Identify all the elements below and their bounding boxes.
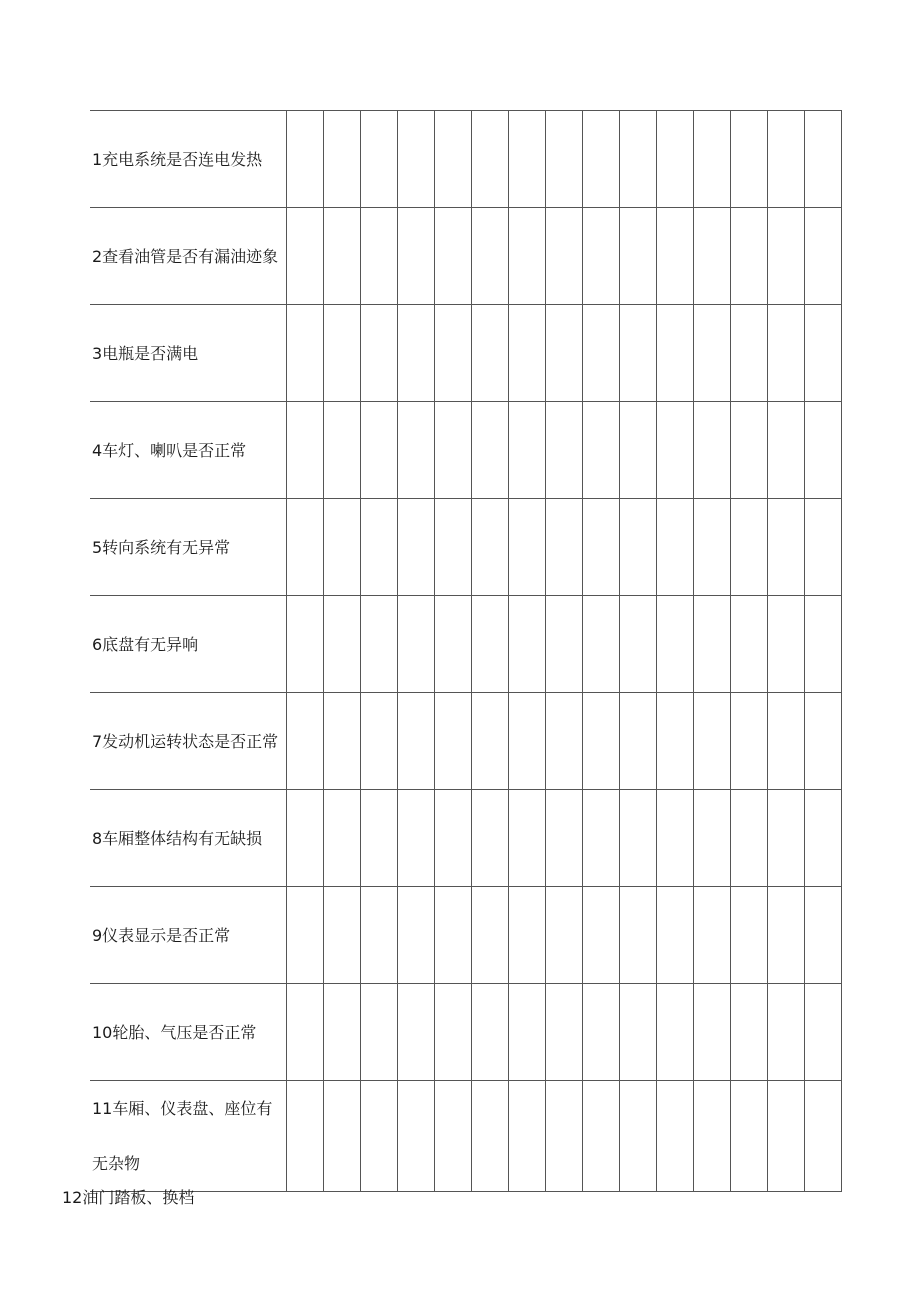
check-cell[interactable]	[324, 887, 361, 984]
check-cell[interactable]	[805, 596, 842, 693]
check-cell[interactable]	[694, 305, 731, 402]
check-cell[interactable]	[731, 887, 768, 984]
check-cell[interactable]	[583, 402, 620, 499]
check-cell[interactable]	[361, 693, 398, 790]
check-cell[interactable]	[361, 1081, 398, 1192]
check-cell[interactable]	[583, 111, 620, 208]
check-cell[interactable]	[805, 693, 842, 790]
check-cell[interactable]	[361, 790, 398, 887]
check-cell[interactable]	[361, 208, 398, 305]
check-cell[interactable]	[435, 596, 472, 693]
check-cell[interactable]	[398, 305, 435, 402]
check-cell[interactable]	[694, 984, 731, 1081]
check-cell[interactable]	[657, 1081, 694, 1192]
checklist-item-label: 5转向系统有无异常	[90, 499, 287, 596]
check-cell[interactable]	[620, 596, 657, 693]
check-cell[interactable]	[546, 402, 583, 499]
check-cell[interactable]	[472, 402, 509, 499]
check-cell[interactable]	[620, 499, 657, 596]
check-cell[interactable]	[398, 208, 435, 305]
check-cell[interactable]	[472, 1081, 509, 1192]
check-cell[interactable]	[546, 305, 583, 402]
check-cell[interactable]	[546, 693, 583, 790]
check-cell[interactable]	[583, 693, 620, 790]
check-cell[interactable]	[509, 305, 546, 402]
check-cell[interactable]	[509, 693, 546, 790]
check-cell[interactable]	[472, 693, 509, 790]
check-cell[interactable]	[324, 208, 361, 305]
checklist-row	[90, 499, 842, 596]
check-cell[interactable]	[509, 208, 546, 305]
check-cell[interactable]	[657, 208, 694, 305]
check-cell[interactable]	[361, 596, 398, 693]
check-cell[interactable]	[546, 887, 583, 984]
check-cell[interactable]	[287, 305, 324, 402]
check-cell[interactable]	[620, 790, 657, 887]
check-cell[interactable]	[546, 499, 583, 596]
checklist-item-label: 4车灯、喇叭是否正常	[90, 402, 287, 499]
check-cell[interactable]	[398, 596, 435, 693]
check-cell[interactable]	[324, 111, 361, 208]
check-cell[interactable]	[694, 596, 731, 693]
check-cell[interactable]	[435, 305, 472, 402]
check-cell[interactable]	[472, 499, 509, 596]
check-cell[interactable]	[472, 305, 509, 402]
check-cell[interactable]	[398, 402, 435, 499]
check-cell[interactable]	[731, 596, 768, 693]
check-cell[interactable]	[361, 305, 398, 402]
check-cell[interactable]	[509, 499, 546, 596]
check-cell[interactable]	[435, 111, 472, 208]
check-cell[interactable]	[768, 693, 805, 790]
check-cell[interactable]	[768, 499, 805, 596]
check-cell[interactable]	[361, 111, 398, 208]
checklist-item-label: 10轮胎、气压是否正常	[90, 984, 287, 1081]
check-cell[interactable]	[472, 111, 509, 208]
check-cell[interactable]	[361, 984, 398, 1081]
check-cell[interactable]	[657, 402, 694, 499]
check-cell[interactable]	[546, 1081, 583, 1192]
check-cell[interactable]	[398, 790, 435, 887]
check-cell[interactable]	[620, 402, 657, 499]
check-cell[interactable]	[657, 984, 694, 1081]
check-cell[interactable]	[620, 111, 657, 208]
check-cell[interactable]	[731, 499, 768, 596]
check-cell[interactable]	[287, 887, 324, 984]
checklist-body	[90, 111, 842, 1192]
check-cell[interactable]	[287, 984, 324, 1081]
check-cell[interactable]	[657, 305, 694, 402]
check-cell[interactable]	[324, 1081, 361, 1192]
check-cell[interactable]	[398, 499, 435, 596]
check-cell[interactable]	[435, 790, 472, 887]
checklist-item-label: 9仪表显示是否正常	[90, 887, 287, 984]
check-cell[interactable]	[731, 111, 768, 208]
check-cell[interactable]	[509, 596, 546, 693]
check-cell[interactable]	[805, 402, 842, 499]
check-cell[interactable]	[805, 790, 842, 887]
check-cell[interactable]	[472, 596, 509, 693]
check-cell[interactable]	[620, 1081, 657, 1192]
check-cell[interactable]	[805, 111, 842, 208]
checklist-row	[90, 1081, 842, 1192]
check-cell[interactable]	[324, 499, 361, 596]
check-cell[interactable]	[694, 402, 731, 499]
check-cell[interactable]	[435, 499, 472, 596]
check-cell[interactable]	[620, 208, 657, 305]
check-cell[interactable]	[435, 402, 472, 499]
checklist-item-label: 2查看油管是否有漏油迹象	[90, 208, 287, 305]
checklist-row	[90, 984, 842, 1081]
check-cell[interactable]	[731, 208, 768, 305]
check-cell[interactable]	[694, 111, 731, 208]
check-cell[interactable]	[768, 887, 805, 984]
check-cell[interactable]	[805, 984, 842, 1081]
check-cell[interactable]	[472, 208, 509, 305]
check-cell[interactable]	[287, 790, 324, 887]
check-cell[interactable]	[435, 208, 472, 305]
inspection-checklist-table	[90, 110, 842, 1192]
check-cell[interactable]	[768, 305, 805, 402]
check-cell[interactable]	[398, 887, 435, 984]
check-cell[interactable]	[694, 499, 731, 596]
check-cell[interactable]	[805, 208, 842, 305]
check-cell[interactable]	[287, 693, 324, 790]
item-12-label: 12油门踏板、换档	[62, 1188, 195, 1207]
check-cell[interactable]	[324, 402, 361, 499]
check-cell[interactable]	[768, 111, 805, 208]
check-cell[interactable]	[361, 499, 398, 596]
check-cell[interactable]	[435, 984, 472, 1081]
check-cell[interactable]	[583, 1081, 620, 1192]
check-cell[interactable]	[805, 887, 842, 984]
check-cell[interactable]	[768, 596, 805, 693]
check-cell[interactable]	[435, 887, 472, 984]
check-cell[interactable]	[398, 984, 435, 1081]
check-cell[interactable]	[805, 499, 842, 596]
checklist-row	[90, 402, 842, 499]
check-cell[interactable]	[324, 790, 361, 887]
check-cell[interactable]	[620, 984, 657, 1081]
check-cell[interactable]	[287, 111, 324, 208]
check-cell[interactable]	[472, 984, 509, 1081]
check-cell[interactable]	[324, 596, 361, 693]
check-cell[interactable]	[583, 790, 620, 887]
check-cell[interactable]	[398, 111, 435, 208]
check-cell[interactable]	[287, 402, 324, 499]
check-cell[interactable]	[694, 790, 731, 887]
check-cell[interactable]	[509, 402, 546, 499]
check-cell[interactable]	[472, 887, 509, 984]
check-cell[interactable]	[694, 208, 731, 305]
check-cell[interactable]	[583, 596, 620, 693]
checklist-row	[90, 596, 842, 693]
check-cell[interactable]	[694, 693, 731, 790]
check-cell[interactable]	[620, 305, 657, 402]
check-cell[interactable]	[694, 887, 731, 984]
check-cell[interactable]	[324, 984, 361, 1081]
check-cell[interactable]	[324, 693, 361, 790]
check-cell[interactable]	[287, 208, 324, 305]
check-cell[interactable]	[731, 984, 768, 1081]
check-cell[interactable]	[546, 596, 583, 693]
check-cell[interactable]	[768, 790, 805, 887]
check-cell[interactable]	[509, 790, 546, 887]
check-cell[interactable]	[435, 1081, 472, 1192]
check-cell[interactable]	[583, 208, 620, 305]
check-cell[interactable]	[768, 402, 805, 499]
check-cell[interactable]	[657, 596, 694, 693]
check-cell[interactable]	[361, 402, 398, 499]
check-cell[interactable]	[546, 111, 583, 208]
check-cell[interactable]	[287, 499, 324, 596]
check-cell[interactable]	[731, 693, 768, 790]
check-cell[interactable]	[546, 208, 583, 305]
checklist-item-label: 11车厢、仪表盘、座位有无杂物	[90, 1081, 287, 1192]
check-cell[interactable]	[287, 596, 324, 693]
check-cell[interactable]	[287, 1081, 324, 1192]
check-cell[interactable]	[657, 111, 694, 208]
check-cell[interactable]	[583, 499, 620, 596]
checklist-item-label: 6底盘有无异响	[90, 596, 287, 693]
checklist-row	[90, 790, 842, 887]
check-cell[interactable]	[472, 790, 509, 887]
check-cell[interactable]	[657, 790, 694, 887]
check-cell[interactable]	[657, 693, 694, 790]
check-cell[interactable]	[324, 305, 361, 402]
check-cell[interactable]	[731, 402, 768, 499]
check-cell[interactable]	[805, 305, 842, 402]
checklist-row	[90, 111, 842, 208]
checklist-item-label: 3电瓶是否满电	[90, 305, 287, 402]
check-cell[interactable]	[731, 305, 768, 402]
checklist-row	[90, 305, 842, 402]
checklist-item-label: 8车厢整体结构有无缺损	[90, 790, 287, 887]
check-cell[interactable]	[583, 305, 620, 402]
check-cell[interactable]	[694, 1081, 731, 1192]
check-cell[interactable]	[398, 1081, 435, 1192]
check-cell[interactable]	[657, 499, 694, 596]
check-cell[interactable]	[805, 1081, 842, 1192]
check-cell[interactable]	[768, 1081, 805, 1192]
check-cell[interactable]	[546, 984, 583, 1081]
check-cell[interactable]	[435, 693, 472, 790]
checklist-row	[90, 693, 842, 790]
check-cell[interactable]	[546, 790, 583, 887]
check-cell[interactable]	[509, 1081, 546, 1192]
check-cell[interactable]	[509, 111, 546, 208]
check-cell[interactable]	[583, 887, 620, 984]
checklist-row	[90, 887, 842, 984]
check-cell[interactable]	[768, 984, 805, 1081]
check-cell[interactable]	[583, 984, 620, 1081]
check-cell[interactable]	[361, 887, 398, 984]
check-cell[interactable]	[657, 887, 694, 984]
check-cell[interactable]	[509, 984, 546, 1081]
check-cell[interactable]	[398, 693, 435, 790]
check-cell[interactable]	[731, 1081, 768, 1192]
check-cell[interactable]	[509, 887, 546, 984]
check-cell[interactable]	[768, 208, 805, 305]
checklist-item-label: 7发动机运转状态是否正常	[90, 693, 287, 790]
checklist-item-label: 1充电系统是否连电发热	[90, 111, 287, 208]
check-cell[interactable]	[731, 790, 768, 887]
check-cell[interactable]	[620, 693, 657, 790]
checklist-row	[90, 208, 842, 305]
check-cell[interactable]	[620, 887, 657, 984]
